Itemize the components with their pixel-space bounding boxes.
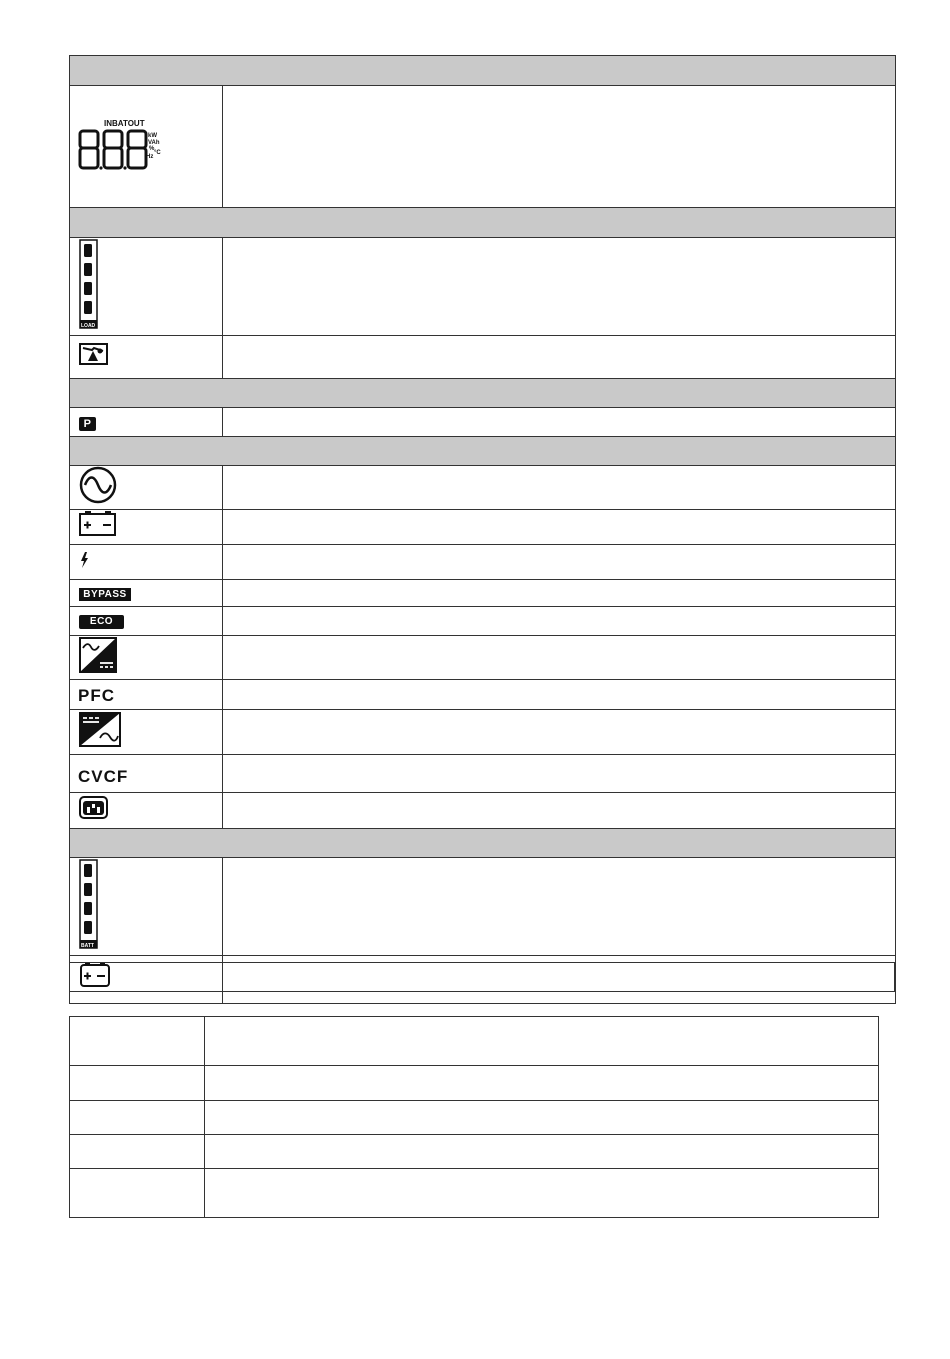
table-row xyxy=(70,607,896,636)
lightning-bolt-icon xyxy=(70,545,223,574)
icon-cell xyxy=(70,545,223,580)
icon-cell xyxy=(70,755,223,793)
description-cell xyxy=(223,238,896,336)
eco-badge-icon: ECO xyxy=(79,615,124,629)
section-header-row xyxy=(70,56,896,86)
section-header-row xyxy=(70,829,896,858)
description-cell xyxy=(223,408,896,437)
icon-cell xyxy=(70,636,223,680)
table-row xyxy=(70,680,896,710)
table-row xyxy=(70,1017,879,1066)
icon-cell xyxy=(70,86,223,208)
unit-vah: VAh xyxy=(148,140,160,146)
ac-sine-wave-icon xyxy=(70,466,223,504)
unit-kw: kW xyxy=(148,133,157,139)
unit-hz: Hz xyxy=(146,154,154,160)
description-cell xyxy=(223,545,896,580)
parking-p-icon: P xyxy=(79,417,96,431)
section-header-row xyxy=(70,379,896,408)
table-row xyxy=(70,1101,879,1135)
table-row xyxy=(70,545,896,580)
cvcf-text-icon: CVCF xyxy=(78,767,129,786)
description-cell xyxy=(223,858,896,956)
icon-cell xyxy=(70,336,223,379)
icon-cell xyxy=(70,607,223,636)
indicator-labels: INBATOUT xyxy=(104,119,145,128)
load-level-bar-icon xyxy=(70,238,223,330)
icon-cell xyxy=(70,580,223,607)
table-row xyxy=(70,86,896,208)
icon-cell xyxy=(70,858,223,956)
description-cell xyxy=(223,336,896,379)
table-row xyxy=(70,466,896,510)
description-cell xyxy=(223,710,896,755)
pfc-text-icon: PFC xyxy=(78,686,115,705)
table-row xyxy=(70,510,896,545)
inverter-dc-ac-icon xyxy=(70,710,223,749)
description-cell xyxy=(223,580,896,607)
table-row xyxy=(70,963,895,992)
table-row xyxy=(70,1135,879,1169)
icon-cell xyxy=(70,793,223,829)
bypass-badge-icon: BYPASS xyxy=(79,588,131,601)
table-row xyxy=(70,755,896,793)
icon-description-table xyxy=(69,55,896,1004)
unit-celsius: °C xyxy=(154,150,161,156)
battery-plus-minus-icon xyxy=(70,510,223,539)
description-cell xyxy=(223,680,896,710)
table-row xyxy=(70,793,896,829)
table-row xyxy=(70,636,896,680)
section-header-row xyxy=(70,208,896,238)
section-header-row xyxy=(70,437,896,466)
table-row xyxy=(70,1066,879,1101)
description-cell xyxy=(223,793,896,829)
caption-bar xyxy=(69,962,895,992)
description-cell xyxy=(223,510,896,545)
table-row xyxy=(70,580,896,607)
icon-cell xyxy=(70,408,223,437)
icon-cell xyxy=(70,680,223,710)
lower-table xyxy=(69,1016,879,1218)
description-cell xyxy=(223,466,896,510)
description-cell xyxy=(223,86,896,208)
icon-cell xyxy=(70,710,223,755)
description-cell xyxy=(223,607,896,636)
overload-warning-icon xyxy=(70,336,223,373)
batt-label: BATT xyxy=(81,943,94,949)
load-label: LOAD xyxy=(81,323,96,329)
icon-cell xyxy=(70,510,223,545)
icon-cell xyxy=(70,238,223,336)
table-row xyxy=(70,408,896,437)
table-row xyxy=(70,238,896,336)
table-row xyxy=(70,858,896,956)
table-row xyxy=(70,710,896,755)
lcd-segment-display-icon xyxy=(70,86,223,202)
table-row xyxy=(70,336,896,379)
icon-cell xyxy=(70,466,223,510)
battery-level-bar-icon xyxy=(70,858,223,950)
description-cell xyxy=(223,755,896,793)
description-cell xyxy=(223,636,896,680)
rectifier-ac-dc-icon xyxy=(70,636,223,674)
table-row xyxy=(70,1169,879,1218)
output-socket-icon xyxy=(70,793,223,823)
unit-percent: % xyxy=(149,146,155,152)
